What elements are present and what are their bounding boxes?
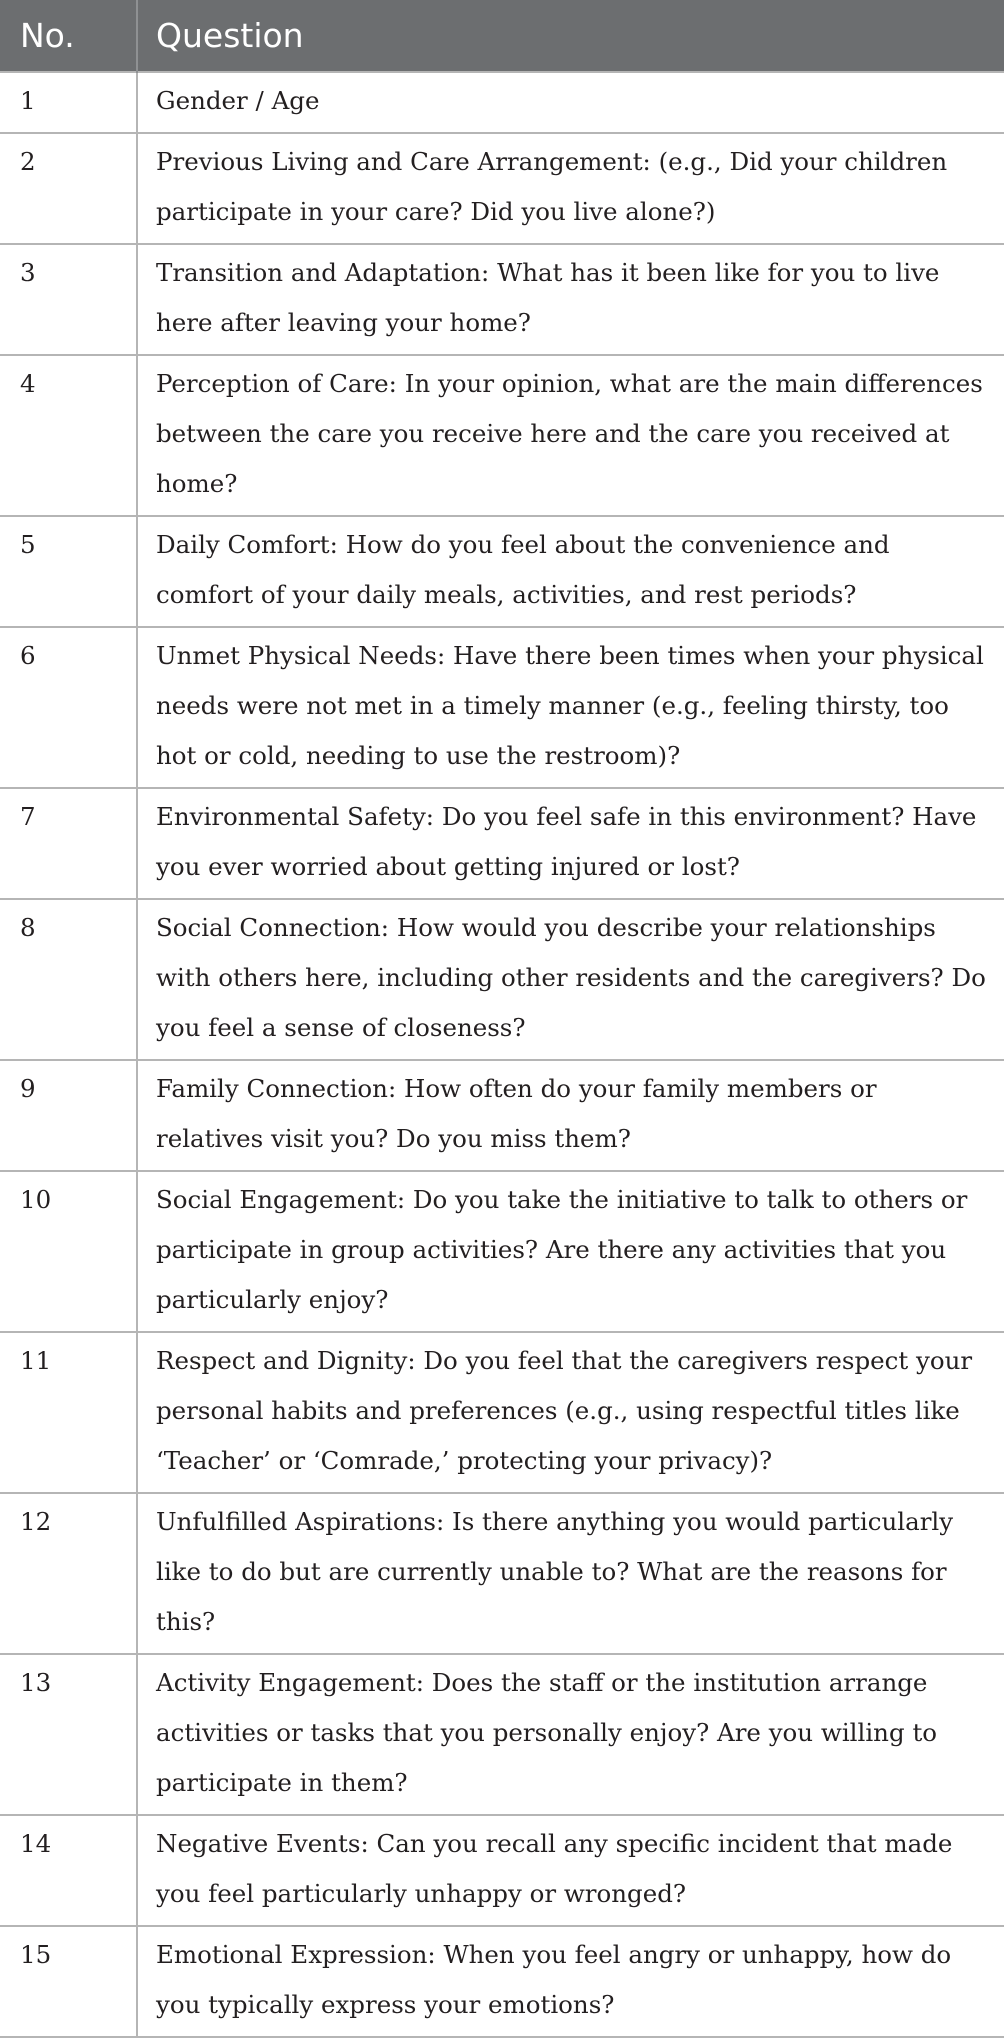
cell-no: 3: [0, 244, 137, 355]
cell-question: Family Connection: How often do your family members or relatives visit you? Do you miss them?: [137, 1060, 1004, 1171]
cell-question: Social Connection: How would you describe your relationships with others here, including other residents and the caregivers? Do you feel a sense of closeness?: [137, 899, 1004, 1060]
cell-question: Transition and Adaptation: What has it been like for you to live here after leaving your home?: [137, 244, 1004, 355]
cell-no: 8: [0, 899, 137, 1060]
cell-question: Perception of Care: In your opinion, what are the main differences between the care you receive here and the care you received at home?: [137, 355, 1004, 516]
cell-no: 12: [0, 1493, 137, 1654]
header-no: No.: [20, 16, 75, 55]
cell-no: 6: [0, 627, 137, 788]
table-row: [0, 133, 1004, 244]
table-header: [0, 0, 1004, 72]
header-row: [0, 0, 1004, 72]
cell-question: Daily Comfort: How do you feel about the convenience and comfort of your daily meals, activities, and rest periods?: [137, 516, 1004, 627]
table-row: [0, 355, 1004, 516]
cell-question: Unmet Physical Needs: Have there been times when your physical needs were not met in a timely manner (e.g., feeling thirsty, too hot or cold, needing to use the restroom)?: [137, 627, 1004, 788]
cell-no: 10: [0, 1171, 137, 1332]
cell-no: 11: [0, 1332, 137, 1493]
cell-no: 15: [0, 1926, 137, 2037]
table-row: [0, 1171, 1004, 1332]
table-row: [0, 516, 1004, 627]
header-question: Question: [137, 0, 1004, 72]
table-row: [0, 1060, 1004, 1171]
cell-question: Unfulfilled Aspirations: Is there anything you would particularly like to do but are currently unable to? What are the reasons for this?: [137, 1493, 1004, 1654]
cell-no: 13: [0, 1654, 137, 1815]
cell-question: Respect and Dignity: Do you feel that the caregivers respect your personal habits and preferences (e.g., using respectful titles like ‘Teacher’ or ‘Comrade,’ protecting your privacy)?: [137, 1332, 1004, 1493]
cell-no: 7: [0, 788, 137, 899]
cell-no: 4: [0, 355, 137, 516]
cell-question: Social Engagement: Do you take the initiative to talk to others or participate in group activities? Are there any activities that you particularly enjoy?: [137, 1171, 1004, 1332]
table-row: [0, 1332, 1004, 1493]
table-row: [0, 1654, 1004, 1815]
table-row: [0, 72, 1004, 133]
table-row: [0, 788, 1004, 899]
table-row: [0, 899, 1004, 1060]
cell-no: 14: [0, 1815, 137, 1926]
table-row: [0, 244, 1004, 355]
cell-question: Negative Events: Can you recall any specific incident that made you feel particularly unhappy or wronged?: [137, 1815, 1004, 1926]
table-row: [0, 1926, 1004, 2037]
cell-no: 1: [0, 72, 137, 133]
table-body: [0, 72, 1004, 2037]
cell-no: 2: [0, 133, 137, 244]
table-row: [0, 627, 1004, 788]
cell-no: 9: [0, 1060, 137, 1171]
cell-question: Activity Engagement: Does the staff or the institution arrange activities or tasks that you personally enjoy? Are you willing to participate in them?: [137, 1654, 1004, 1815]
table-row: [0, 1493, 1004, 1654]
table-row: [0, 1815, 1004, 1926]
cell-question: Emotional Expression: When you feel angry or unhappy, how do you typically express your emotions?: [137, 1926, 1004, 2037]
cell-no: 5: [0, 516, 137, 627]
cell-question: Previous Living and Care Arrangement: (e.g., Did your children participate in your care? Did you live alone?): [137, 133, 1004, 244]
cell-question: Environmental Safety: Do you feel safe in this environment? Have you ever worried about getting injured or lost?: [137, 788, 1004, 899]
cell-question: Gender / Age: [137, 72, 1004, 133]
